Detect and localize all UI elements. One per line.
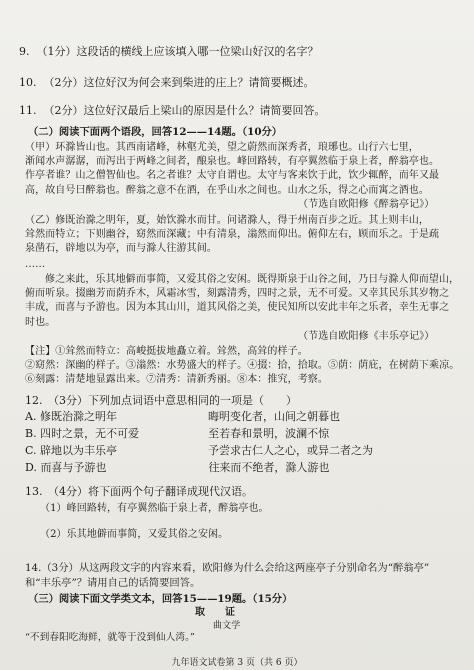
q12-option-b: B. 四时之景，无不可爱 至若春和景明，波澜不惊 bbox=[25, 427, 330, 440]
question-12-stem: 12. （3分）下列加点词语中意思相同的一项是（ ） bbox=[25, 394, 297, 407]
passage-b2-line: 俯而听泉。掇幽芳而荫乔木，风霜冰雪，刻露清秀，四时之景，无不可爱。又幸其民乐其岁物之 bbox=[25, 288, 450, 300]
question-14-line2: 和“丰乐亭”？请用自己的话简要回答。 bbox=[25, 577, 201, 589]
section3-heading: （三）阅读下面文学类文本，回答15——19题。（15分） bbox=[28, 593, 293, 605]
passage-a bbox=[25, 141, 439, 198]
question-10: 10. （2分）这位好汉为何会来到柴进的庄上？请简要概述。 bbox=[19, 76, 315, 89]
page-footer: 九年语文试卷第 3 页（共 6 页） bbox=[171, 658, 303, 668]
ellipsis: …… bbox=[25, 259, 46, 270]
passage-b bbox=[25, 214, 439, 257]
story-title: 取 证 bbox=[195, 607, 235, 618]
passage-b-line: 泉凿石，辟地以为亭，而与滁人往游其间。 bbox=[25, 243, 217, 255]
passage-a-line: 作亭者谁？山之僧智仙也。名之者谁？太守自谓也。太守与客来饮于此，饮少辄醉，而年又最 bbox=[25, 170, 440, 182]
q12-option-c: C. 辟地以为丰乐亭 予尝求古仁人之心，或异二者之为 bbox=[25, 444, 374, 457]
passage-b-line: （乙）修既治滁之明年，夏，始饮滁水而甘。问诸滁人，得于州南百步之近。其上则丰山， bbox=[25, 215, 429, 226]
story-para: “不到春阳吃海鲜，就等于没到仙人湾。” bbox=[25, 632, 196, 643]
passage-a-line: （甲）环滁皆山也。其西南诸峰，林壑尤美，望之蔚然而深秀者，琅琊也。山行六七里， bbox=[25, 142, 419, 153]
question-14-line1: 14.（3分）从这两段文字的内容来看，欧阳修为什么会给这两座亭子分别命名为“醉翁亭” bbox=[25, 562, 430, 574]
question-13-stem: 13. （4分）将下面两个句子翻译成现代汉语。 bbox=[25, 485, 253, 498]
q13-item-2: （2）乐其地僻而事简，又爱其俗之安闲。 bbox=[40, 529, 229, 540]
question-11: 11. （2分）这位好汉最后上梁山的原因是什么？请简要回答。 bbox=[19, 104, 326, 117]
note-line: ②窈然：深幽的样子。③滃然：水势盛大的样子。④掇：拾，拾取。⑤荫：荫庇，在树荫下乘凉。 bbox=[25, 360, 460, 372]
story-text bbox=[25, 632, 195, 644]
passage-b-line: 耸然而特立；下则幽谷，窈然而深藏；中有清泉，滃然而仰出。俯仰左右，顾而乐之。于是疏 bbox=[25, 229, 440, 241]
passage-b2-line: 丰成，而喜与予游也。因为本其山川，道其风俗之美，使民知所以安此丰年之乐者，幸生无事之 bbox=[25, 302, 450, 314]
note-line: 【注】①耸然而特立：高峻挺拔地矗立着。耸然，高耸的样子。 bbox=[25, 346, 308, 357]
q12-option-a: A. 修既治滁之明年 晦明变化者，山间之朝暮也 bbox=[25, 410, 340, 423]
q12-options bbox=[25, 410, 373, 478]
passage-a-line: 高，故自号曰醉翁也。醉翁之意不在酒，在乎山水之间也。山水之乐，得之心而寓之酒也。 bbox=[25, 184, 429, 196]
passage-b2-line: 修之来此，乐其地僻而事简，又爱其俗之安闲。既得斯泉于山谷之间，乃日与滁人仰而望山， bbox=[45, 274, 460, 285]
source-b: （节选自欧阳修《丰乐亭记》） bbox=[298, 331, 435, 342]
q13-item-1: （1）峰回路转，有亭翼然临于泉上者，醉翁亭也。 bbox=[40, 503, 269, 514]
passage-a-line: 渐闻水声潺潺，而泻出于两峰之间者，酿泉也。峰回路转，有亭翼然临于泉上者，醉翁亭也。 bbox=[25, 156, 440, 168]
source-a: （节选自欧阳修《醉翁亭记》） bbox=[298, 199, 435, 210]
question-9: 9. （1分）这段话的横线上应该填入哪一位梁山好汉的名字？ bbox=[19, 45, 319, 58]
q12-option-d: D. 而喜与予游也 往来而不绝者，滁人游也 bbox=[25, 461, 330, 474]
story-author: 曲文学 bbox=[213, 621, 241, 631]
section2-heading: （二）阅读下面两个语段，回答12——14题。（10分） bbox=[28, 126, 283, 138]
passage-b2 bbox=[25, 273, 459, 330]
note-line: ⑥刻露：清楚地显露出来。⑦清秀：清新秀丽。⑧本：推究，考察。 bbox=[25, 374, 328, 386]
passage-b2-line: 时也。 bbox=[25, 316, 56, 328]
notes bbox=[25, 345, 459, 388]
